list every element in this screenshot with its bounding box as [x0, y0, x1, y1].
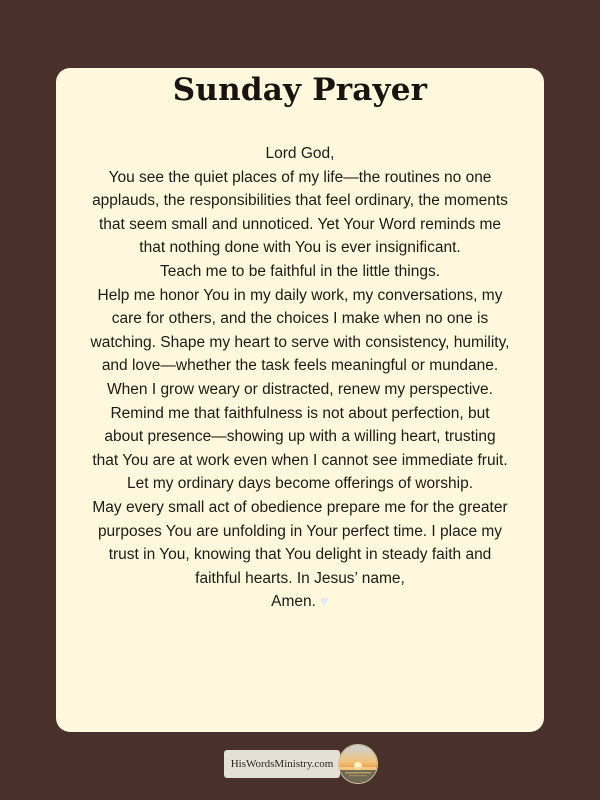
prayer-line: Lord God, — [265, 145, 335, 162]
prayer-line: that You are at work even when I cannot see immediate fruit. — [92, 451, 508, 469]
site-link[interactable]: HisWordsMinistry.com — [224, 750, 340, 778]
sunset-logo-icon — [338, 744, 378, 784]
prayer-line: Remind me that faithfulness is not about perfection, but — [110, 404, 490, 422]
prayer-line: care for others, and the choices I make when no one is — [111, 310, 489, 328]
prayer-line: about presence—showing up with a willing heart, trusting — [104, 428, 496, 446]
prayer-line: and love—whether the task feels meaningful or mundane. — [101, 357, 499, 375]
prayer-line: Help me honor You in my daily work, my conversations, my — [97, 286, 503, 304]
amen-text: Amen. — [271, 593, 316, 611]
prayer-line: trust in You, knowing that You delight in steady faith and — [108, 546, 492, 564]
heart-icon: ♥ — [319, 593, 329, 611]
prayer-line: faithful hearts. In Jesus’ name, — [195, 569, 405, 587]
prayer-line: Let my ordinary days become offerings of worship. — [126, 475, 474, 493]
footer-badge[interactable] — [224, 744, 376, 784]
prayer-line: applauds, the responsibilities that feel ordinary, the moments — [92, 192, 508, 210]
prayer-line: Teach me to be faithful in the little things. — [159, 262, 441, 280]
prayer-line: May every small act of obedience prepare me for the greater — [92, 498, 508, 516]
prayer-line: You see the quiet places of my life—the routines no one — [108, 168, 492, 186]
page-title: Sunday Prayer — [172, 72, 428, 108]
prayer-line: purposes You are unfolding in Your perfect time. I place my — [97, 522, 503, 540]
prayer-line: that nothing done with You is ever insignificant. — [139, 239, 461, 257]
prayer-line: watching. Shape my heart to serve with consistency, humility, — [90, 333, 510, 351]
prayer-body — [56, 142, 544, 614]
prayer-line: When I grow weary or distracted, renew my perspective. — [107, 380, 493, 398]
prayer-closing-line — [56, 590, 544, 614]
prayer-line: that seem small and unnoticed. Yet Your Word reminds me — [98, 215, 502, 233]
